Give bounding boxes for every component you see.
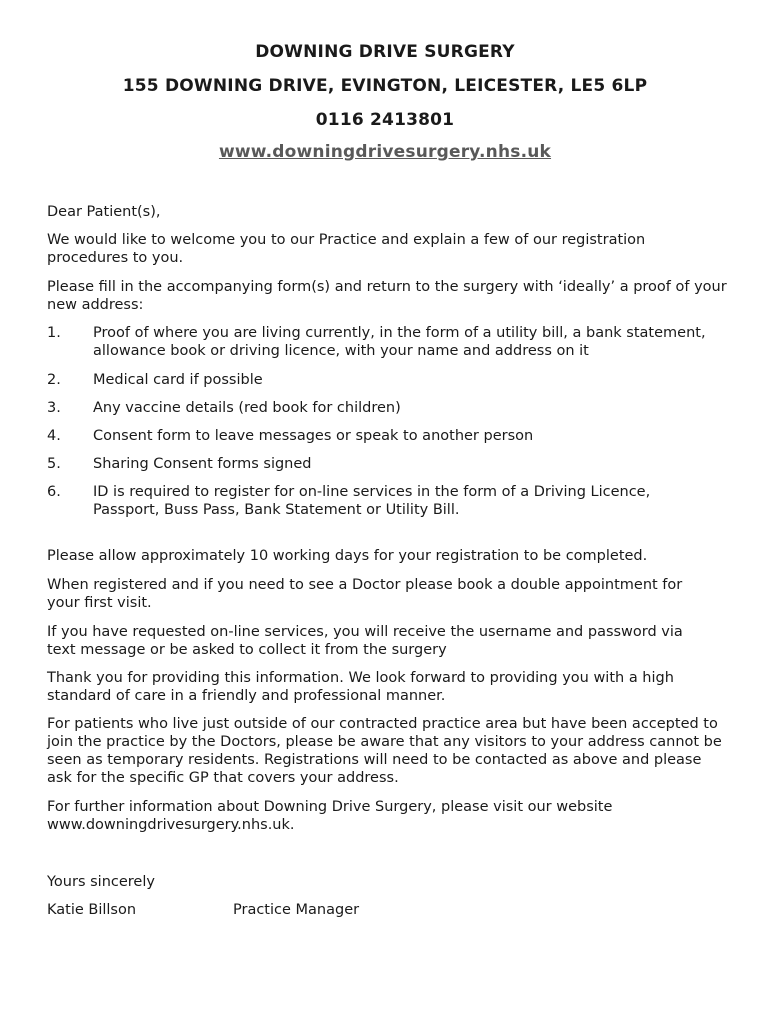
practice-name: DOWNING DRIVE SURGERY (255, 42, 515, 62)
list-item: Medical card if possible (93, 372, 263, 388)
further-info-paragraph: For further information about Downing Drive Surgery, please visit our website www.downingdrivesurgery.nhs.uk. (47, 799, 613, 833)
closing: Yours sincerely (47, 874, 155, 890)
list-item: Any vaccine details (red book for children) (93, 400, 401, 416)
online-paragraph: If you have requested on-line services, you will receive the username and password via text message or be asked to collect it from the surgery (47, 624, 683, 658)
list-item: Consent form to leave messages or speak to another person (93, 428, 534, 444)
list-number: 3. (47, 400, 61, 416)
thanks-paragraph: Thank you for providing this information. We look forward to providing you with a high standard of care in a friendly and professional manner. (47, 670, 674, 704)
outside-area-paragraph: For patients who live just outside of our contracted practice area but have been accepted to join the practice by the Doctors, please be aware that any visitors to your address cannot be seen as temporary residents. Registrations will need to be contacted as above and please ask for the specific GP that covers your address. (47, 716, 722, 786)
salutation: Dear Patient(s), (47, 204, 161, 220)
signatory-name: Katie Billson (47, 902, 137, 918)
practice-address: 155 DOWNING DRIVE, EVINGTON, LEICESTER, LE5 6LP (122, 76, 648, 96)
fill-in-paragraph: Please fill in the accompanying form(s) and return to the surgery with ‘ideally’ a proof of your new address: (47, 279, 727, 313)
list-number: 4. (47, 428, 61, 444)
list-item: Proof of where you are living currently, in the form of a utility bill, a bank statement, allowance book or driving licence, with your name and address on it (93, 325, 706, 359)
list-item: ID is required to register for on-line services in the form of a Driving Licence, Passport, Buss Pass, Bank Statement or Utility Bill. (93, 484, 651, 518)
list-number: 5. (47, 456, 61, 472)
practice-phone: 0116 2413801 (315, 110, 455, 130)
list-number: 6. (47, 484, 61, 500)
allow-paragraph: Please allow approximately 10 working days for your registration to be completed. (47, 548, 648, 564)
list-item: Sharing Consent forms signed (93, 456, 312, 472)
signatory-role: Practice Manager (233, 902, 360, 918)
list-number: 1. (47, 325, 61, 341)
list-number: 2. (47, 372, 61, 388)
intro-paragraph: We would like to welcome you to our Practice and explain a few of our registration procedures to you. (47, 232, 646, 266)
registered-paragraph: When registered and if you need to see a Doctor please book a double appointment for your first visit. (47, 577, 683, 611)
website-link[interactable]: www.downingdrivesurgery.nhs.uk (218, 142, 552, 162)
